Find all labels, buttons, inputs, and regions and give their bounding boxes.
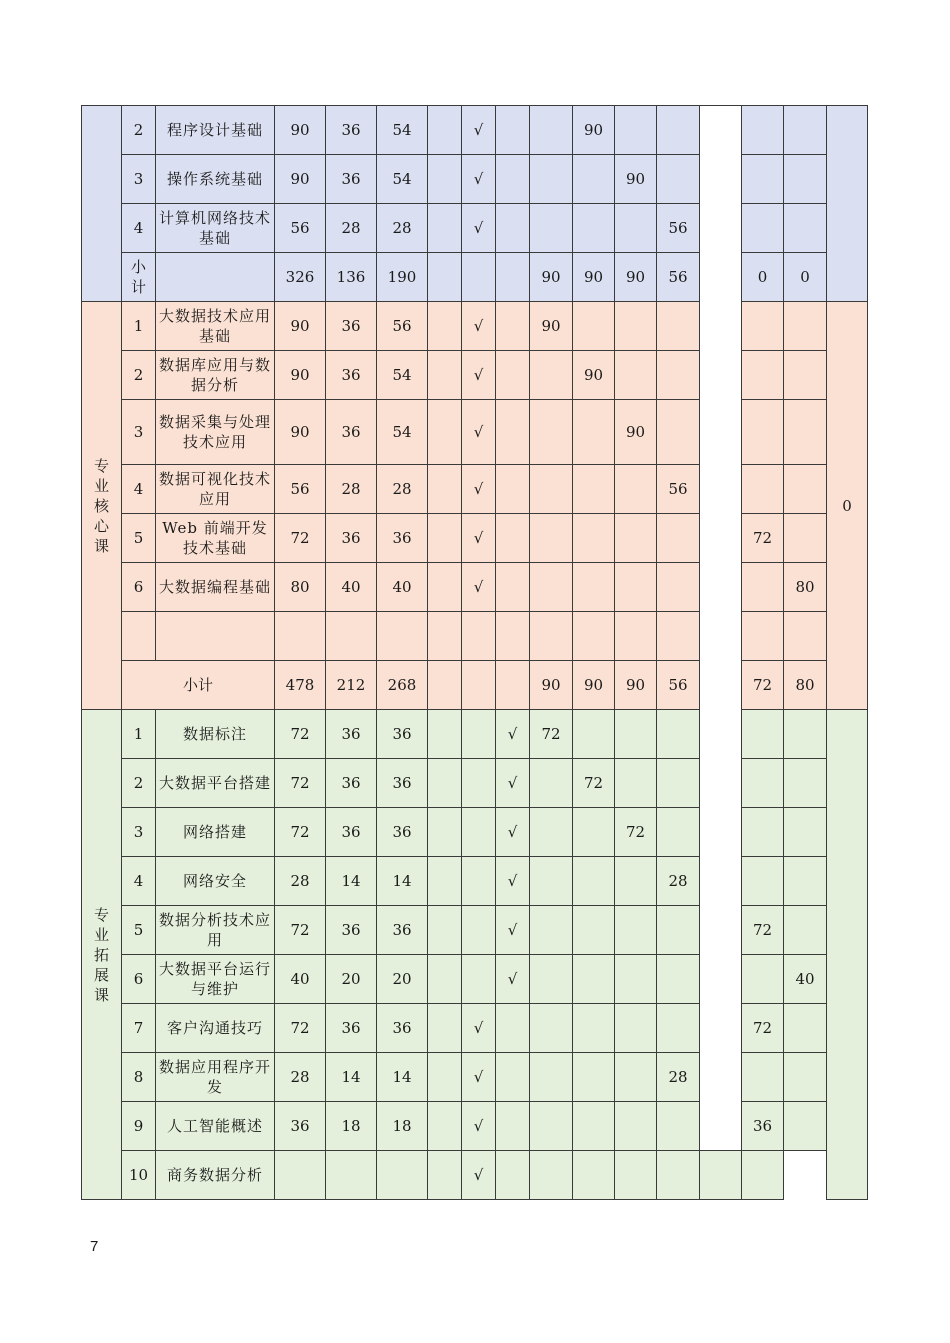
sem4 (657, 759, 700, 808)
sem5: 72 (742, 514, 784, 563)
sem6: 80 (784, 661, 827, 710)
course-name: 网络安全 (156, 857, 275, 906)
sem3: 90 (615, 253, 657, 302)
subtotal-row (82, 661, 868, 710)
practice-hours: 190 (377, 253, 428, 302)
course-name: 数据分析技术应用 (156, 906, 275, 955)
sem2 (573, 465, 615, 514)
sem5 (700, 1151, 742, 1200)
table-row (82, 955, 868, 1004)
sem1 (530, 906, 573, 955)
sem4: 56 (657, 204, 700, 253)
practice-hours: 18 (377, 1102, 428, 1151)
table-row (82, 857, 868, 906)
sem3 (615, 1053, 657, 1102)
exam-check: √ (462, 1151, 496, 1200)
exam-check: √ (462, 465, 496, 514)
sem6 (784, 106, 827, 155)
theory-hours: 20 (326, 955, 377, 1004)
total-hours: 80 (275, 563, 326, 612)
theory-hours: 36 (326, 106, 377, 155)
sem1 (530, 857, 573, 906)
exam-check: √ (462, 1053, 496, 1102)
exam-check: √ (462, 155, 496, 204)
sem6 (784, 759, 827, 808)
course-no: 6 (122, 955, 156, 1004)
sem5 (742, 710, 784, 759)
sem1 (530, 1004, 573, 1053)
subtotal-label: 小计 (122, 253, 156, 302)
theory-hours: 36 (326, 351, 377, 400)
course-no: 4 (122, 465, 156, 514)
course-name: 大数据平台运行与维护 (156, 955, 275, 1004)
last-col-base (827, 106, 868, 302)
sem5 (742, 155, 784, 204)
course-name: 商务数据分析 (156, 1151, 275, 1200)
course-no: 5 (122, 906, 156, 955)
sem4 (657, 106, 700, 155)
sem6 (784, 155, 827, 204)
exam-check: √ (462, 106, 496, 155)
sem2 (573, 906, 615, 955)
course-name: 大数据编程基础 (156, 563, 275, 612)
sem1 (530, 955, 573, 1004)
sem4 (657, 351, 700, 400)
sem3 (615, 1004, 657, 1053)
sem4: 56 (657, 661, 700, 710)
sem6 (742, 1151, 784, 1200)
section-label-ext: 专业拓展课 (82, 710, 122, 1200)
sem1 (530, 759, 573, 808)
table-row (82, 465, 868, 514)
course-name: 大数据平台搭建 (156, 759, 275, 808)
sem4 (657, 514, 700, 563)
sem6 (784, 1102, 827, 1151)
sem3 (615, 955, 657, 1004)
practice-hours: 36 (377, 514, 428, 563)
exam-check (462, 857, 496, 906)
sem5: 36 (742, 1102, 784, 1151)
sem6 (784, 351, 827, 400)
sem2 (573, 1053, 615, 1102)
exam-check: √ (462, 563, 496, 612)
theory-hours: 36 (326, 808, 377, 857)
sem4 (657, 563, 700, 612)
sem2 (573, 808, 615, 857)
test-check: √ (496, 906, 530, 955)
table-row (82, 351, 868, 400)
sem4 (657, 906, 700, 955)
sem5 (742, 955, 784, 1004)
last-col-ext (827, 710, 868, 1200)
sem2 (573, 204, 615, 253)
table-row (82, 906, 868, 955)
table-row (82, 1151, 868, 1200)
total-hours: 72 (275, 906, 326, 955)
sem4: 56 (657, 465, 700, 514)
table-row (82, 759, 868, 808)
theory-hours: 36 (326, 759, 377, 808)
course-no: 2 (122, 106, 156, 155)
sem4: 28 (657, 1053, 700, 1102)
sem5: 72 (742, 661, 784, 710)
section-label-base (82, 106, 122, 302)
table-row (82, 1004, 868, 1053)
sem3 (615, 514, 657, 563)
table-row (82, 400, 868, 465)
sem3 (615, 563, 657, 612)
sem1: 90 (530, 661, 573, 710)
practice-hours: 20 (377, 955, 428, 1004)
practice-hours: 54 (377, 351, 428, 400)
course-no: 3 (122, 808, 156, 857)
sem6: 0 (784, 253, 827, 302)
sem3 (615, 465, 657, 514)
sem2 (573, 1004, 615, 1053)
sem4 (657, 1151, 700, 1200)
sem2: 90 (573, 661, 615, 710)
sem4 (657, 155, 700, 204)
total-hours: 72 (275, 1004, 326, 1053)
sem1: 90 (530, 253, 573, 302)
course-no: 3 (122, 400, 156, 465)
total-hours: 90 (275, 106, 326, 155)
test-check (496, 1053, 530, 1102)
subtotal-label: 小计 (122, 661, 275, 710)
practice-hours: 36 (377, 906, 428, 955)
total-hours: 36 (275, 1102, 326, 1151)
course-no: 6 (122, 563, 156, 612)
sem6 (784, 857, 827, 906)
table-row (82, 302, 868, 351)
sem5 (742, 351, 784, 400)
table-row-empty (82, 612, 868, 661)
last-col-core: 0 (827, 302, 868, 710)
sem4 (657, 1004, 700, 1053)
sem6 (784, 906, 827, 955)
sem3 (615, 906, 657, 955)
course-plan-table (81, 105, 868, 1200)
sem3 (615, 204, 657, 253)
total-hours: 90 (275, 155, 326, 204)
exam-check: √ (462, 204, 496, 253)
sem1 (530, 204, 573, 253)
sem3: 90 (615, 661, 657, 710)
sem5: 0 (742, 253, 784, 302)
total-hours: 56 (275, 204, 326, 253)
sem2: 72 (573, 759, 615, 808)
course-no: 5 (122, 514, 156, 563)
test-check: √ (496, 759, 530, 808)
course-no: 8 (122, 1053, 156, 1102)
column-gap (700, 106, 742, 1151)
total-hours: 326 (275, 253, 326, 302)
sem1 (530, 155, 573, 204)
sem1 (530, 514, 573, 563)
sem6 (784, 400, 827, 465)
exam-check (462, 759, 496, 808)
total-hours: 40 (275, 955, 326, 1004)
test-check: √ (496, 710, 530, 759)
sem6: 40 (784, 955, 827, 1004)
sem5: 72 (742, 906, 784, 955)
practice-hours: 40 (377, 563, 428, 612)
course-name: 大数据技术应用基础 (156, 302, 275, 351)
theory-hours: 36 (326, 514, 377, 563)
theory-hours: 36 (326, 302, 377, 351)
sem1 (530, 1151, 573, 1200)
sem5 (742, 563, 784, 612)
sem6 (784, 302, 827, 351)
theory-hours: 28 (326, 465, 377, 514)
sem5: 72 (742, 1004, 784, 1053)
practice-hours: 36 (377, 710, 428, 759)
sem6: 80 (784, 563, 827, 612)
sem5 (742, 759, 784, 808)
practice-hours: 36 (377, 759, 428, 808)
sem2 (573, 302, 615, 351)
theory-hours: 28 (326, 204, 377, 253)
practice-hours: 54 (377, 106, 428, 155)
sem4 (657, 710, 700, 759)
exam-check (462, 808, 496, 857)
table-row (82, 710, 868, 759)
test-check: √ (496, 857, 530, 906)
sem1 (530, 465, 573, 514)
sem5 (742, 204, 784, 253)
test-check (496, 1151, 530, 1200)
sem2: 90 (573, 351, 615, 400)
table-row (82, 563, 868, 612)
sem3 (615, 302, 657, 351)
course-no: 4 (122, 204, 156, 253)
total-hours: 90 (275, 302, 326, 351)
sem2: 90 (573, 253, 615, 302)
sem6 (784, 204, 827, 253)
sem2 (573, 710, 615, 759)
sem1 (530, 351, 573, 400)
course-name: 计算机网络技术基础 (156, 204, 275, 253)
sem4 (657, 400, 700, 465)
test-check (496, 1004, 530, 1053)
course-name: 客户沟通技巧 (156, 1004, 275, 1053)
total-hours: 56 (275, 465, 326, 514)
sem6 (784, 808, 827, 857)
course-name: Web 前端开发技术基础 (156, 514, 275, 563)
theory-hours: 18 (326, 1102, 377, 1151)
sem3: 72 (615, 808, 657, 857)
practice-hours: 14 (377, 857, 428, 906)
sem4 (657, 1102, 700, 1151)
course-no: 3 (122, 155, 156, 204)
sem1 (530, 106, 573, 155)
course-name: 人工智能概述 (156, 1102, 275, 1151)
course-no: 7 (122, 1004, 156, 1053)
practice-hours: 36 (377, 1004, 428, 1053)
sem2 (573, 563, 615, 612)
table-row (82, 514, 868, 563)
theory-hours: 14 (326, 857, 377, 906)
practice-hours: 14 (377, 1053, 428, 1102)
test-check: √ (496, 955, 530, 1004)
table-row (82, 1053, 868, 1102)
sem3: 90 (615, 400, 657, 465)
practice-hours: 268 (377, 661, 428, 710)
exam-check (462, 906, 496, 955)
sem2: 90 (573, 106, 615, 155)
test-check: √ (496, 808, 530, 857)
practice-hours (377, 1151, 428, 1200)
total-hours: 72 (275, 808, 326, 857)
sem3 (615, 1151, 657, 1200)
sem5 (742, 106, 784, 155)
sem3 (615, 857, 657, 906)
practice-hours: 54 (377, 155, 428, 204)
exam-check: √ (462, 351, 496, 400)
course-name: 网络搭建 (156, 808, 275, 857)
practice-hours: 56 (377, 302, 428, 351)
practice-hours: 28 (377, 465, 428, 514)
theory-hours: 36 (326, 1004, 377, 1053)
course-name: 程序设计基础 (156, 106, 275, 155)
course-name: 数据可视化技术应用 (156, 465, 275, 514)
table-row (82, 106, 868, 155)
exam-check: √ (462, 514, 496, 563)
total-hours: 72 (275, 514, 326, 563)
practice-hours: 54 (377, 400, 428, 465)
sem3 (615, 351, 657, 400)
sem3 (615, 710, 657, 759)
course-no: 10 (122, 1151, 156, 1200)
course-name: 数据应用程序开发 (156, 1053, 275, 1102)
sem4 (657, 302, 700, 351)
practice-hours: 28 (377, 204, 428, 253)
sem2 (573, 155, 615, 204)
sem6 (784, 514, 827, 563)
course-no: 2 (122, 759, 156, 808)
exam-check: √ (462, 1004, 496, 1053)
exam-check: √ (462, 1102, 496, 1151)
theory-hours: 40 (326, 563, 377, 612)
page-number: 7 (90, 1238, 99, 1255)
course-no: 2 (122, 351, 156, 400)
sem5 (742, 465, 784, 514)
sem2 (573, 955, 615, 1004)
sem3 (615, 106, 657, 155)
exam-check: √ (462, 302, 496, 351)
sem4: 56 (657, 253, 700, 302)
sem4 (657, 955, 700, 1004)
practice-hours: 36 (377, 808, 428, 857)
exam-check (462, 955, 496, 1004)
table-row (82, 204, 868, 253)
sem2 (573, 400, 615, 465)
subtotal-row (82, 253, 868, 302)
total-hours: 90 (275, 351, 326, 400)
theory-hours: 36 (326, 710, 377, 759)
sem1: 90 (530, 302, 573, 351)
course-no: 4 (122, 857, 156, 906)
sem1 (530, 1053, 573, 1102)
sem1 (530, 1102, 573, 1151)
course-name: 操作系统基础 (156, 155, 275, 204)
table-row (82, 1102, 868, 1151)
total-hours: 72 (275, 759, 326, 808)
table-row (82, 155, 868, 204)
course-name: 数据标注 (156, 710, 275, 759)
sem6 (784, 1004, 827, 1053)
course-no: 1 (122, 710, 156, 759)
sem5 (742, 857, 784, 906)
sem3: 90 (615, 155, 657, 204)
total-hours: 28 (275, 1053, 326, 1102)
sem5 (742, 1053, 784, 1102)
theory-hours: 136 (326, 253, 377, 302)
course-no: 9 (122, 1102, 156, 1151)
sem3 (615, 1102, 657, 1151)
sem6 (784, 465, 827, 514)
course-name: 数据采集与处理 技术应用 (156, 400, 275, 465)
exam-check: √ (462, 400, 496, 465)
sem4 (657, 808, 700, 857)
total-hours (275, 1151, 326, 1200)
sem5 (742, 808, 784, 857)
theory-hours: 36 (326, 155, 377, 204)
test-check (496, 1102, 530, 1151)
sem1 (530, 563, 573, 612)
course-name: 数据库应用与数据分析 (156, 351, 275, 400)
theory-hours (326, 1151, 377, 1200)
sem2 (573, 1151, 615, 1200)
sem2 (573, 514, 615, 563)
sem2 (573, 1102, 615, 1151)
table-row (82, 808, 868, 857)
sem1 (530, 808, 573, 857)
sem4: 28 (657, 857, 700, 906)
theory-hours: 36 (326, 400, 377, 465)
section-label-core: 专业核心课 (82, 302, 122, 710)
course-no: 1 (122, 302, 156, 351)
total-hours: 28 (275, 857, 326, 906)
theory-hours: 36 (326, 906, 377, 955)
total-hours: 90 (275, 400, 326, 465)
sem5 (742, 400, 784, 465)
sem1: 72 (530, 710, 573, 759)
sem6 (784, 710, 827, 759)
sem5 (742, 302, 784, 351)
sem6 (784, 1053, 827, 1102)
sem1 (530, 400, 573, 465)
theory-hours: 14 (326, 1053, 377, 1102)
total-hours: 478 (275, 661, 326, 710)
exam-check (462, 710, 496, 759)
sem2 (573, 857, 615, 906)
sem3 (615, 759, 657, 808)
total-hours: 72 (275, 710, 326, 759)
theory-hours: 212 (326, 661, 377, 710)
